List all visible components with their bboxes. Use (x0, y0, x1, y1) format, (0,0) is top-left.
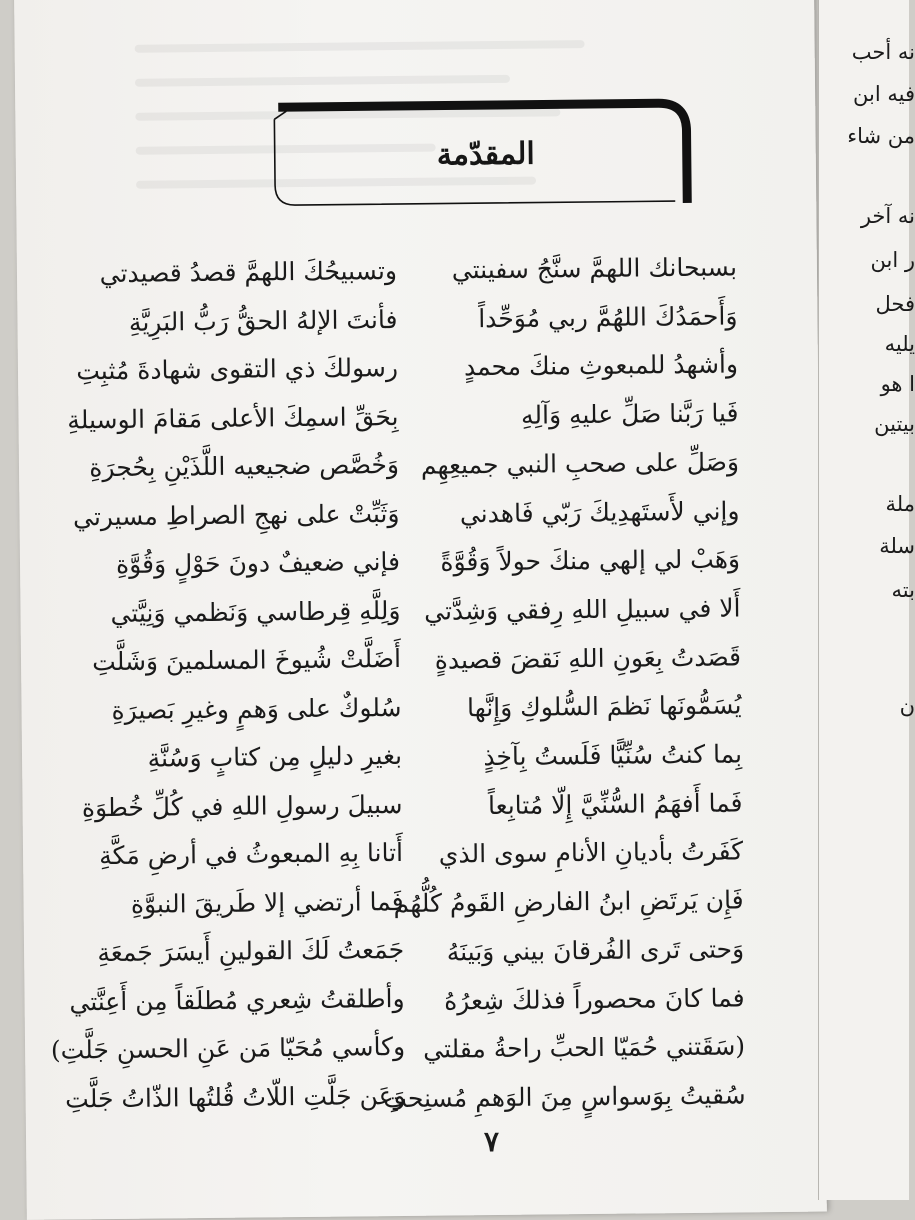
facing-page-fragment: فيه ابن (853, 82, 915, 106)
verse-second-hemistich: وكأسي مُحَيّا مَن عَنِ الحسنِ جَلَّتِ) (85, 1034, 405, 1062)
verse-first-hemistich: فَما أَفهَمُ السُّنِّيَّ إِلّا مُتابِعاً (442, 790, 742, 818)
verse-first-hemistich: كَفَرتُ بأديانِ الأنامِ سوى الذي (443, 839, 743, 867)
book-page (14, 0, 827, 1220)
verse-first-hemistich: (سَقَتني حُمَيّا الحبِّ راحةُ مقلتي (445, 1034, 745, 1062)
facing-page-fragment: سلة (879, 534, 915, 558)
verse-first-hemistich: سُقيتُ بِوَسواسٍ مِنَ الوَهمِ مُسنِحتِ (445, 1082, 745, 1110)
verse-second-hemistich: فَما أرتضي إلا طَريقَ النبوَّةِ (83, 888, 403, 916)
verse-first-hemistich: وَصَلِّ على صحبِ النبي جميعِهِم (439, 449, 739, 477)
facing-page-fragment: بته (892, 578, 915, 602)
title-frame (270, 101, 701, 213)
facing-page-fragment: ا هو (881, 372, 915, 396)
verse-first-hemistich: فَإِن يَرتَضِ ابنُ الفارضِ القَومُ كُلُّهُم (443, 888, 743, 916)
facing-page-fragment: ر ابن (871, 248, 915, 272)
verse-second-hemistich: وَعَن جَلَّتِ اللّاتُ قُلتُها الذّاتُ جَلَّتِ (85, 1082, 405, 1110)
chapter-title: المقدّمة (271, 135, 701, 175)
verse-second-hemistich: رسولكَ ذي التقوى شهادةَ مُثبِتِ (78, 355, 398, 383)
facing-page-fragment: من شاء (847, 124, 915, 148)
facing-page (818, 0, 909, 1200)
verse-first-hemistich: وأشهدُ للمبعوثِ منكَ محمدٍ (438, 352, 738, 380)
verse-second-hemistich: وتسبيحُكَ اللهمَّ قصدُ قصيدتي (77, 258, 397, 286)
verse-first-hemistich: بِما كنتُ سُنِّيًّا فَلَستُ بِآخِذٍ (442, 741, 742, 769)
verse-second-hemistich: وَلِلَّهِ قِرطاسي وَنَظمي وَنِيَّتي (80, 597, 400, 625)
verse-first-hemistich: قَصَدتُ بِعَونِ اللهِ نَقضَ قصيدةٍ (441, 644, 741, 672)
verse-first-hemistich: وَأَحمَدُكَ اللهُمَّ ربي مُوَحِّداً (437, 303, 737, 331)
verse-second-hemistich: أَضَلَّتْ شُيوخَ المسلمينَ وَشَلَّتِ (81, 646, 401, 674)
verse-second-hemistich: جَمَعتُ لَكَ القولينِ أَيسَرَ جَمعَةِ (84, 937, 404, 965)
facing-page-fragment: فحل (876, 292, 915, 316)
facing-page-fragment: نه آخر (861, 204, 915, 228)
verse-second-hemistich: بِحَقِّ اسمِكَ الأعلى مَقامَ الوسيلةِ (78, 403, 398, 431)
facing-page-fragment: ملة (886, 492, 915, 516)
verse-first-hemistich: فَيا رَبَّنا صَلِّ عليهِ وَآلِهِ (438, 401, 738, 429)
verse-first-hemistich: بسبحانك اللهمَّ سنَّجُ سفينتي (437, 254, 737, 282)
verse-first-hemistich: أَلا في سبيلِ اللهِ رِفقي وَشِدَّتي (440, 595, 740, 623)
facing-page-fragment: ن (900, 694, 915, 718)
poem-verses (17, 222, 817, 230)
verse-second-hemistich: بغيرِ دليلٍ مِن كتابٍ وَسُنَّةِ (82, 743, 402, 771)
verse-second-hemistich: وَخُصَّص ضجيعيه اللَّذَيْنِ بِحُجرَةِ (79, 452, 399, 480)
verse-second-hemistich: سُلوكٌ على وَهمٍ وغيرِ بَصيرَةِ (81, 694, 401, 722)
verse-second-hemistich: وأطلقتُ شِعري مُطلَقاً مِن أَعِنَّتي (84, 985, 404, 1013)
facing-page-fragment: يليه (885, 332, 915, 356)
verse-second-hemistich: فإني ضعيفٌ دونَ حَوْلٍ وَقُوَّةِ (80, 549, 400, 577)
facing-page-fragment: نه أحب (852, 40, 915, 64)
verse-second-hemistich: وَثَبِّتْ على نهجِ الصراطِ مسيرتي (79, 500, 399, 528)
verse-first-hemistich: وَحتى تَرى الفُرقانَ بيني وَبَينَهُ (444, 936, 744, 964)
verse-first-hemistich: فما كانَ محصوراً فذلكَ شِعرُهُ (444, 985, 744, 1013)
verse-second-hemistich: سبيلَ رسولِ اللهِ في كُلِّ خُطوَةِ (82, 791, 402, 819)
verse-first-hemistich: وَهَبْ لي إلهي منكَ حولاً وَقُوَّةً (440, 547, 740, 575)
verse-first-hemistich: يُسَمُّونَها نَظمَ السُّلوكِ وَإِنَّها (441, 693, 741, 721)
page-number: ٧ (484, 1125, 499, 1158)
verse-second-hemistich: أَتانا بِهِ المبعوثُ في أرضِ مَكَّةِ (83, 840, 403, 868)
verse-second-hemistich: فأنتَ الإلهُ الحقُّ رَبُّ البَرِيَّةِ (77, 307, 397, 335)
verse-first-hemistich: وإني لأَستَهدِيكَ رَبّي فَاهدني (439, 498, 739, 526)
facing-page-fragment: بيتين (874, 412, 915, 436)
